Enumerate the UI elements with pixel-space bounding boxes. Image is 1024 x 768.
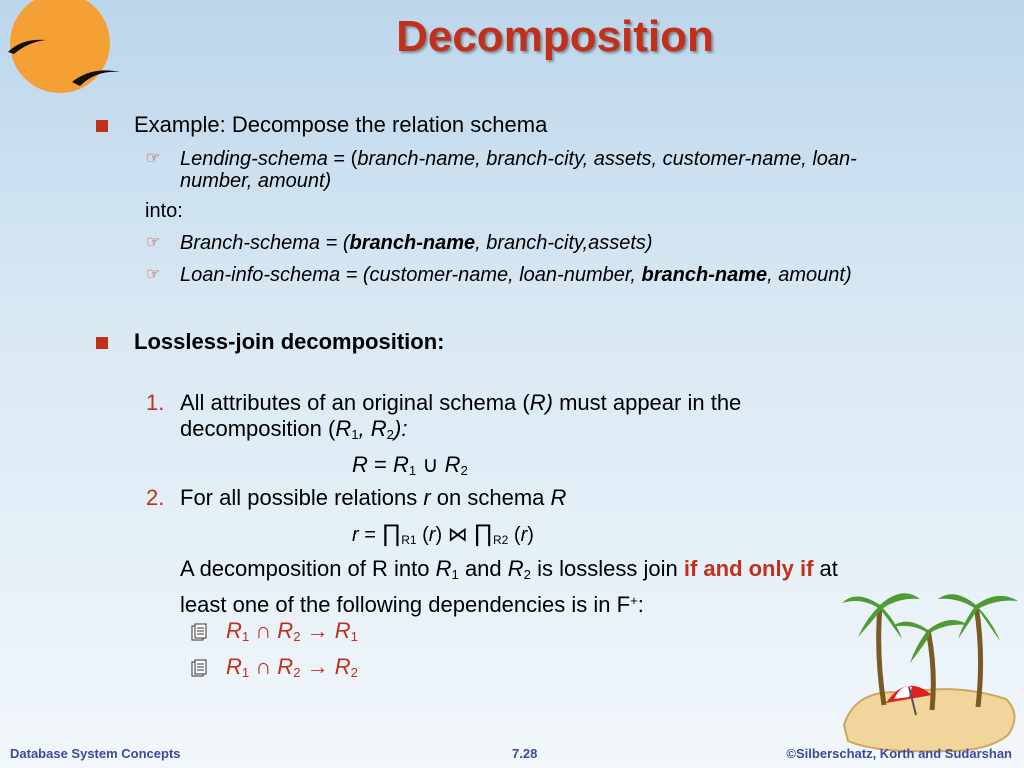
palm-trunk-icon: [879, 605, 884, 705]
footer-left: Database System Concepts: [10, 746, 181, 761]
union-equation: $R = R_1$ ∪ $R_2$: [352, 452, 468, 478]
into-label: into:: [145, 200, 183, 222]
footer-page-number: 7.28: [512, 746, 538, 761]
square-bullet-icon: [96, 337, 108, 349]
island-icon: [844, 689, 1015, 751]
conclusion-text: A decomposition of R into $R_1$ and $R_2$ is lossless join if and only if at least one of the following dependencies is in F+:: [180, 556, 838, 617]
loan-info-schema: Loan-info-schema = (customer-name, loan-number, branch-name, amount): [180, 264, 852, 286]
item1-text: All attributes of an original schema (R) must appear in the decomposition ($R_1$, $R_2$):: [180, 390, 742, 442]
book-bullet-icon: [190, 622, 208, 642]
item-number: 1.: [146, 390, 165, 415]
lending-schema: Lending-schema = (branch-name, branch-city, assets, customer-name, loan- number, amount): [180, 148, 857, 192]
page-title: Decomposition: [396, 12, 714, 61]
example-heading: Example: Decompose the relation schema: [134, 112, 548, 137]
hand-bullet-icon: ☞: [146, 150, 161, 167]
item2-text: For all possible relations r on schema R: [180, 485, 567, 510]
dependency-2: $R_1$ ∩ $R_2 \to R_2$: [226, 654, 359, 680]
square-bullet-icon: [96, 120, 108, 132]
join-equation: $r = \prod_{R1}$ (r) ⋈ $\prod_{R2}$ (r): [352, 520, 534, 547]
dependency-1: $R_1$ ∩ $R_2 \to R_1$: [226, 618, 359, 644]
lossless-heading: Lossless-join decomposition:: [134, 329, 445, 354]
book-bullet-icon: [190, 658, 208, 678]
footer-right: ©Silberschatz, Korth and Sudarshan: [786, 746, 1012, 761]
item-number: 2.: [146, 485, 165, 510]
branch-schema: Branch-schema = (branch-name, branch-city,assets): [180, 232, 653, 254]
hand-bullet-icon: ☞: [146, 234, 161, 251]
hand-bullet-icon: ☞: [146, 266, 161, 283]
palm-island-illustration: [836, 575, 1024, 765]
